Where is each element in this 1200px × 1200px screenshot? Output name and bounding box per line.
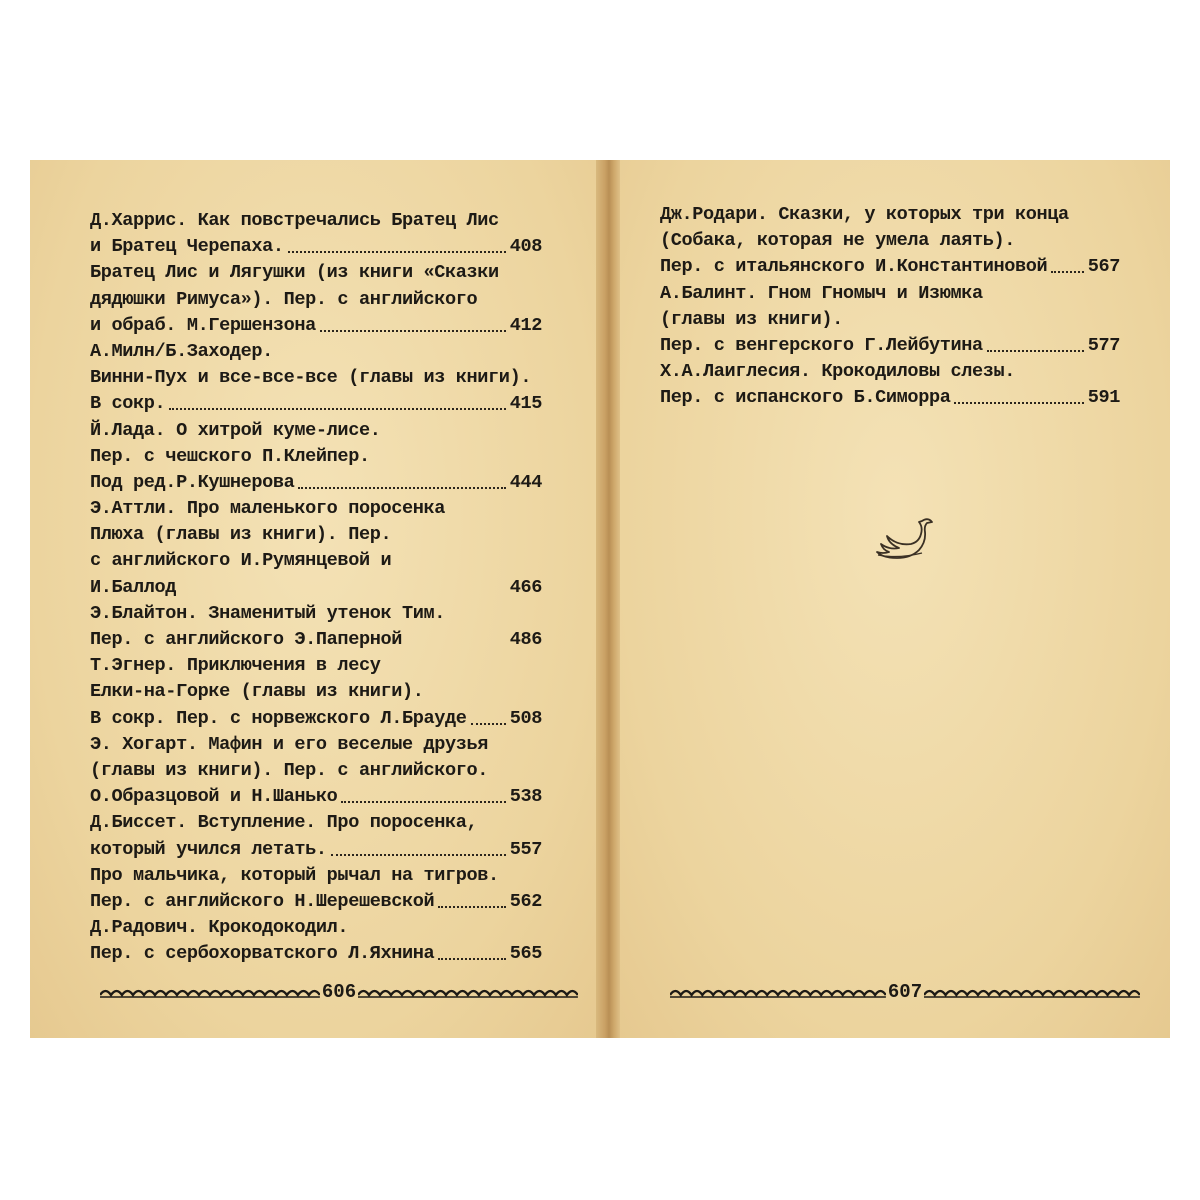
toc-line [660,228,1120,254]
page-footer-right [670,980,1140,1004]
toc-line [90,339,542,365]
leader-dots [298,487,505,489]
leader-dots [954,402,1083,404]
toc-entry-text: В сокр. [90,393,166,415]
right-page [620,160,1170,1038]
ornament-right-icon [924,986,1140,998]
ornament-left-icon [100,986,320,998]
toc-entry-text: Э.Аттли. Про маленького поросенка [90,498,446,520]
toc-line [90,470,542,496]
toc-line [90,915,542,941]
toc-line [90,234,542,260]
toc-entry-text: Э.Блайтон. Знаменитый утенок Тим. [90,602,446,624]
toc-page-ref: 412 [509,314,542,336]
toc-entries-right [620,202,1120,412]
toc-line [660,202,1120,228]
toc-entry-text: Й.Лада. О хитрой куме-лисе. [90,419,381,441]
page-footer-left [100,980,578,1004]
leader-dots [471,723,506,725]
toc-page-ref: 408 [509,236,542,258]
toc-line [90,706,542,732]
toc-line [90,548,542,574]
toc-entry-text: Елки-на-Горке (главы из книги). [90,681,424,703]
ornament-right-icon [358,986,578,998]
toc-page-ref: 577 [1087,334,1120,356]
toc-line [660,385,1120,411]
toc-line [90,863,542,889]
toc-entry-text: Пер. с венгерского Г.Лейбутина [660,334,983,356]
toc-entry-text: Под ред.Р.Кушнерова [90,471,295,493]
leader-dots [987,350,1084,352]
toc-entry-text: с английского И.Румянцевой и [90,550,392,572]
leader-dots [438,958,505,960]
toc-line [660,333,1120,359]
toc-page-ref: 486 [509,629,542,650]
leader-dots [341,801,505,803]
toc-page-ref: 591 [1087,387,1120,409]
toc-line [90,758,542,784]
toc-line [90,784,542,810]
toc-line [90,601,542,627]
leader-dots [288,251,506,253]
toc-line [90,575,542,601]
toc-line [90,941,542,967]
toc-entry-text: (главы из книги). Пер. с английского. [90,759,489,781]
toc-line [660,307,1120,333]
toc-line [90,287,542,313]
ornament-left-icon [670,986,886,998]
toc-entry-text: Братец Лис и Лягушки (из книги «Сказки [90,262,499,284]
toc-entry-text: Пер. с английского Э.Паперной [90,629,402,650]
toc-page-ref: 444 [509,471,542,493]
toc-entry-text: (главы из книги). [660,308,843,330]
leader-dots [169,408,505,410]
leader-dots [320,330,506,332]
toc-line [90,313,542,339]
toc-line [90,496,542,522]
toc-entry-text: Дж.Родари. Сказки, у которых три конца [660,204,1069,225]
toc-entry-text: Х.А.Лаиглесия. Крокодиловы слезы. [660,361,1016,383]
toc-line [90,627,542,653]
toc-entry-text: Пер. с испанского Б.Симорра [660,387,951,409]
toc-entry-text: Про мальчика, который рычал на тигров. [90,864,499,886]
toc-page-ref: 557 [509,838,542,860]
toc-entry-text: и Братец Черепаха. [90,236,284,258]
toc-page-ref: 565 [509,943,542,965]
toc-line [660,281,1120,307]
toc-page-ref: 562 [509,890,542,912]
toc-entry-text: Пер. с сербохорватского Л.Яхнина [90,943,435,965]
left-page [30,160,598,1038]
toc-page-ref: 538 [509,786,542,808]
toc-entry-text: (Собака, которая не умела лаять). [660,230,1016,252]
swan-icon [870,515,940,563]
toc-entry-text: Винни-Пух и все-все-все (главы из книги). [90,367,532,389]
toc-line [90,810,542,836]
toc-line [90,653,542,679]
toc-entry-text: Д.Харрис. Как повстречались Братец Лис [90,210,499,231]
toc-entry-text: Д.Биссет. Вступление. Про поросенка, [90,812,478,834]
toc-entry-text: Т.Эгнер. Приключения в лесу [90,655,381,677]
page-number: 606 [321,981,357,1003]
toc-line [90,391,542,417]
toc-entry-text: и обраб. М.Гершензона [90,314,316,336]
toc-entry-text: Пер. с чешского П.Клейпер. [90,445,370,467]
toc-line [90,522,542,548]
toc-line [660,359,1120,385]
toc-entry-text: В сокр. Пер. с норвежского Л.Брауде [90,707,467,729]
toc-entry-text: Э. Хогарт. Мафин и его веселые друзья [90,733,489,755]
toc-line [90,208,542,234]
leader-dots [1051,271,1083,273]
toc-entry-text: Д.Радович. Крокодокодил. [90,917,349,939]
toc-entry-text: А.Балинт. Гном Гномыч и Изюмка [660,282,983,304]
toc-line [90,418,542,444]
toc-entry-text: Пер. с итальянского И.Константиновой [660,256,1048,278]
toc-line [90,837,542,863]
leader-dots [331,854,506,856]
toc-page-ref: 466 [509,576,542,598]
toc-line [90,679,542,705]
toc-entry-text: который учился летать. [90,838,327,860]
toc-line [90,260,542,286]
toc-entry-text: Пер. с английского Н.Шерешевской [90,890,435,912]
toc-line [90,889,542,915]
toc-line [90,365,542,391]
toc-entry-text: О.Образцовой и Н.Шанько [90,786,338,808]
leader-dots [438,906,505,908]
page-number: 607 [887,981,923,1003]
toc-line [90,732,542,758]
toc-page-ref: 415 [509,393,542,415]
toc-line [90,444,542,470]
toc-entry-text: дядюшки Римуса»). Пер. с английского [90,288,478,310]
toc-page-ref: 508 [509,707,542,729]
toc-page-ref: 567 [1087,256,1120,278]
book-gutter [596,160,622,1038]
toc-entries-left [30,208,542,967]
toc-entry-text: И.Баллод [90,576,177,598]
toc-line [660,254,1120,280]
toc-entry-text: Плюха (главы из книги). Пер. [90,524,392,546]
toc-entry-text: А.Милн/Б.Заходер. [90,340,273,362]
